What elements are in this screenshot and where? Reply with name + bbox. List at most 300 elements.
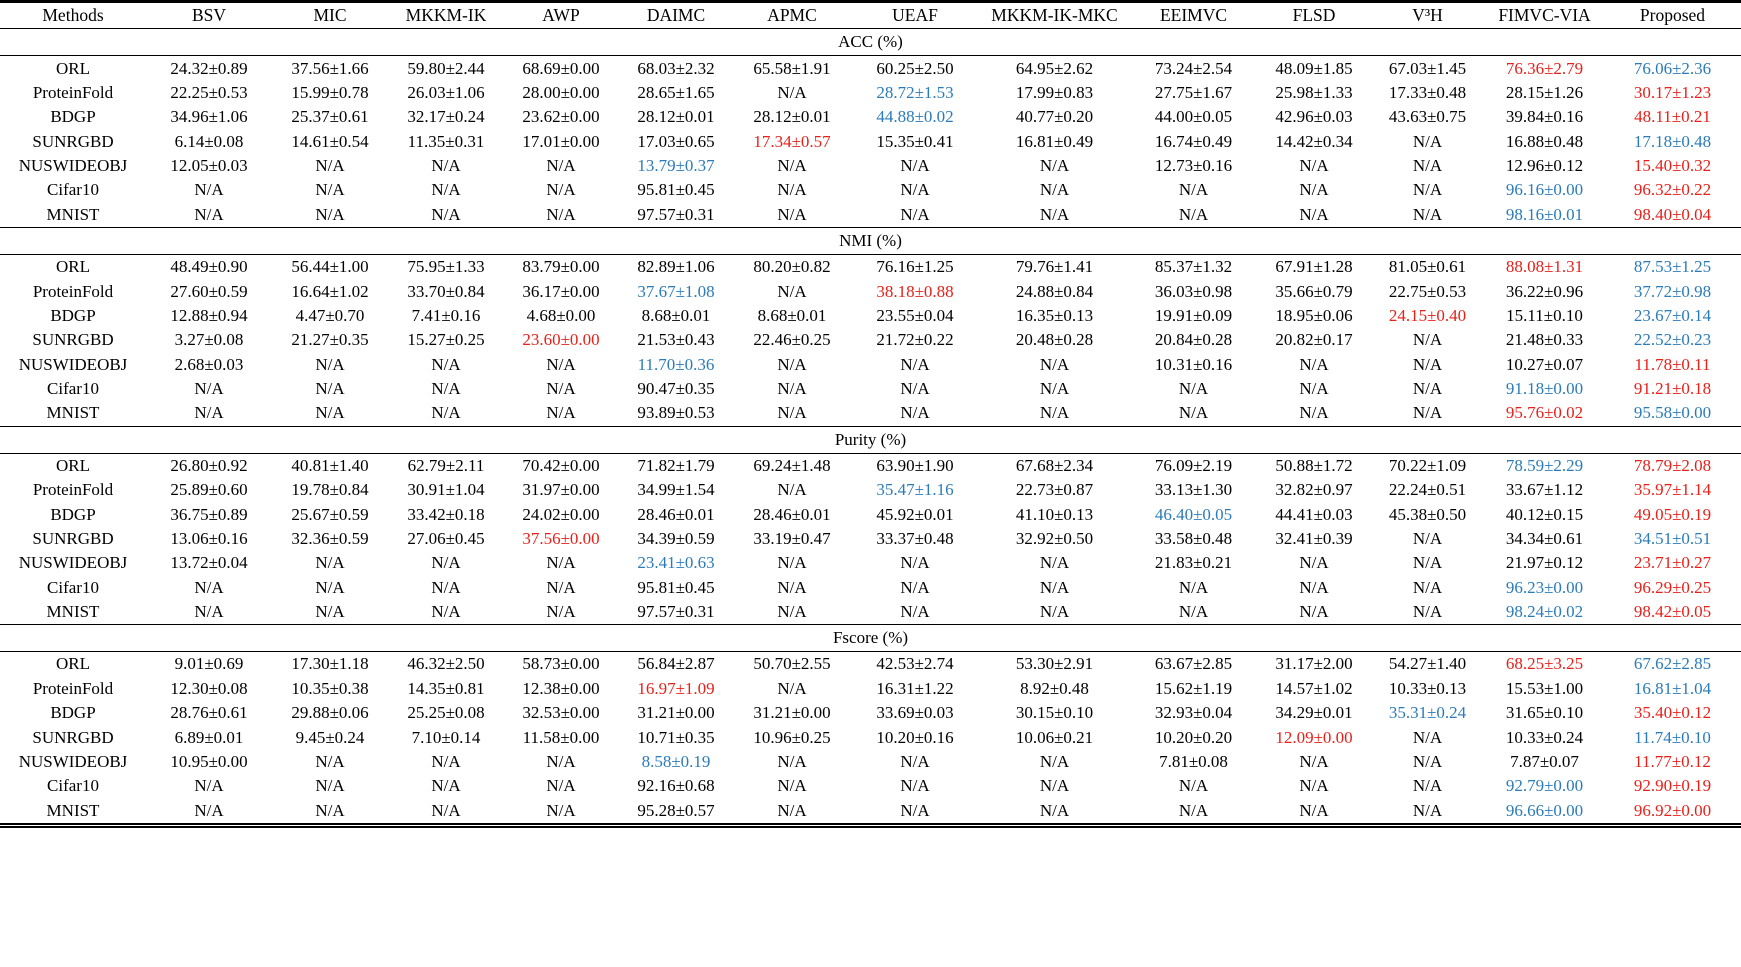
- cell-value: N/A: [315, 354, 345, 374]
- table-row: [0, 774, 1741, 798]
- cell-value: N/A: [777, 776, 807, 796]
- cell-value: N/A: [546, 776, 576, 796]
- table-row: [0, 600, 1741, 625]
- cell-value: 20.82±0.17: [1275, 330, 1353, 350]
- cell-value: 32.93±0.04: [1154, 703, 1233, 723]
- cell-value: 24.15±0.40: [1388, 305, 1467, 325]
- cell-value: 32.53±0.00: [522, 703, 600, 723]
- cell-value: 96.66±0.00: [1505, 800, 1584, 820]
- cell-value: N/A: [1178, 379, 1209, 399]
- cell-value: N/A: [777, 800, 807, 820]
- section-title: Fscore (%): [0, 625, 1741, 652]
- column-header-proposed: Proposed: [1604, 2, 1741, 29]
- cell-value: 16.64±1.02: [291, 281, 369, 301]
- cell-value: N/A: [1412, 577, 1443, 597]
- cell-value: 34.34±0.61: [1505, 528, 1584, 548]
- cell-value: 48.09±1.85: [1275, 58, 1353, 78]
- cell-value: N/A: [900, 403, 930, 423]
- cell-value: 22.52±0.23: [1633, 330, 1712, 350]
- cell-value: N/A: [1412, 131, 1443, 151]
- dataset-label: NUSWIDEOBJ: [18, 354, 128, 374]
- dataset-label: ORL: [56, 455, 90, 475]
- cell-value: N/A: [1039, 602, 1070, 622]
- cell-value: 96.16±0.00: [1505, 180, 1584, 200]
- cell-value: N/A: [431, 751, 461, 771]
- cell-value: 12.09±0.00: [1275, 727, 1353, 747]
- cell-value: 24.88±0.84: [1015, 281, 1094, 301]
- cell-value: 28.46±0.01: [753, 504, 831, 524]
- cell-value: 46.32±2.50: [407, 654, 485, 674]
- cell-value: N/A: [1039, 751, 1070, 771]
- dataset-label: ORL: [56, 257, 90, 277]
- cell-value: 36.75±0.89: [170, 504, 248, 524]
- cell-value: 69.24±1.48: [753, 455, 831, 475]
- cell-value: N/A: [1299, 156, 1329, 176]
- cell-value: 68.25±3.25: [1505, 654, 1584, 674]
- cell-value: 12.30±0.08: [170, 678, 248, 698]
- cell-value: 91.21±0.18: [1633, 379, 1712, 399]
- cell-value: N/A: [194, 379, 224, 399]
- cell-value: N/A: [431, 800, 461, 820]
- column-header-mkkm-ik: MKKM-IK: [388, 2, 504, 29]
- cell-value: N/A: [546, 602, 576, 622]
- cell-value: 11.70±0.36: [637, 354, 715, 374]
- cell-value: 33.13±1.30: [1154, 480, 1233, 500]
- cell-value: N/A: [777, 403, 807, 423]
- cell-value: N/A: [1412, 204, 1443, 224]
- column-header-v-h: V³H: [1370, 2, 1485, 29]
- cell-value: 10.06±0.21: [1015, 727, 1094, 747]
- cell-value: 45.92±0.01: [876, 504, 954, 524]
- cell-value: 11.35±0.31: [407, 131, 485, 151]
- cell-value: N/A: [431, 204, 461, 224]
- cell-value: N/A: [900, 354, 930, 374]
- column-header-apmc: APMC: [734, 2, 850, 29]
- column-header-bsv: BSV: [146, 2, 272, 29]
- cell-value: 34.29±0.01: [1275, 703, 1353, 723]
- cell-value: 56.84±2.87: [637, 654, 715, 674]
- cell-value: N/A: [1039, 354, 1070, 374]
- cell-value: 42.53±2.74: [876, 654, 954, 674]
- dataset-label: SUNRGBD: [32, 131, 114, 151]
- column-header-mkkm-ik-mkc: MKKM-IK-MKC: [980, 2, 1129, 29]
- cell-value: 97.57±0.31: [637, 602, 715, 622]
- table-row: [0, 279, 1741, 303]
- cell-value: 24.02±0.00: [522, 504, 600, 524]
- cell-value: 7.87±0.07: [1510, 751, 1579, 771]
- cell-value: 31.17±2.00: [1275, 654, 1353, 674]
- cell-value: 10.27±0.07: [1505, 354, 1584, 374]
- cell-value: 62.79±2.11: [407, 455, 485, 475]
- cell-value: N/A: [900, 577, 930, 597]
- cell-value: N/A: [546, 577, 576, 597]
- table-row: [0, 701, 1741, 725]
- cell-value: 58.73±0.00: [522, 654, 600, 674]
- cell-value: 11.58±0.00: [522, 727, 600, 747]
- cell-value: 28.15±1.26: [1505, 82, 1584, 102]
- cell-value: 15.99±0.78: [291, 82, 369, 102]
- cell-value: 34.99±1.54: [637, 480, 715, 500]
- cell-value: 25.67±0.59: [291, 504, 369, 524]
- cell-value: N/A: [1412, 751, 1443, 771]
- cell-value: 37.72±0.98: [1633, 281, 1712, 301]
- cell-value: 10.33±0.24: [1505, 727, 1584, 747]
- cell-value: N/A: [1178, 776, 1209, 796]
- cell-value: 12.88±0.94: [170, 305, 248, 325]
- table-body: [0, 29, 1741, 826]
- cell-value: 28.65±1.65: [637, 82, 715, 102]
- cell-value: 16.97±1.09: [637, 678, 715, 698]
- cell-value: 42.96±0.03: [1275, 107, 1353, 127]
- cell-value: N/A: [1039, 403, 1070, 423]
- dataset-label: MNIST: [46, 204, 100, 224]
- cell-value: 65.58±1.91: [753, 58, 831, 78]
- table-row: [0, 677, 1741, 701]
- cell-value: 17.18±0.48: [1633, 131, 1712, 151]
- cell-value: 22.24±0.51: [1388, 480, 1467, 500]
- dataset-label: NUSWIDEOBJ: [18, 751, 128, 771]
- cell-value: 13.72±0.04: [170, 553, 248, 573]
- cell-value: 15.53±1.00: [1505, 678, 1584, 698]
- dataset-label: MNIST: [46, 800, 100, 820]
- cell-value: 98.24±0.02: [1505, 602, 1584, 622]
- cell-value: 12.96±0.12: [1505, 156, 1584, 176]
- cell-value: 85.37±1.32: [1154, 257, 1233, 277]
- cell-value: 32.92±0.50: [1015, 528, 1094, 548]
- cell-value: N/A: [1299, 776, 1329, 796]
- table-row: [0, 401, 1741, 426]
- cell-value: 11.78±0.11: [1634, 354, 1711, 374]
- cell-value: 17.01±0.00: [522, 131, 600, 151]
- cell-value: N/A: [1178, 204, 1209, 224]
- cell-value: 32.41±0.39: [1275, 528, 1353, 548]
- cell-value: 67.62±2.85: [1633, 654, 1712, 674]
- table-row: [0, 799, 1741, 826]
- cell-value: 96.92±0.00: [1633, 800, 1712, 820]
- cell-value: N/A: [546, 751, 576, 771]
- cell-value: N/A: [315, 800, 345, 820]
- cell-value: 78.79±2.08: [1633, 455, 1712, 475]
- table-row: [0, 377, 1741, 401]
- cell-value: N/A: [315, 379, 345, 399]
- cell-value: 26.03±1.06: [407, 82, 485, 102]
- cell-value: 10.33±0.13: [1388, 678, 1467, 698]
- cell-value: 25.89±0.60: [170, 480, 248, 500]
- cell-value: 23.55±0.04: [876, 305, 954, 325]
- cell-value: N/A: [1299, 577, 1329, 597]
- cell-value: 70.42±0.00: [522, 455, 600, 475]
- cell-value: N/A: [1299, 403, 1329, 423]
- table-row: [0, 353, 1741, 377]
- cell-value: 8.58±0.19: [641, 751, 711, 771]
- cell-value: 59.80±2.44: [407, 58, 485, 78]
- cell-value: 10.96±0.25: [753, 727, 831, 747]
- column-header-awp: AWP: [504, 2, 618, 29]
- cell-value: 95.58±0.00: [1633, 403, 1712, 423]
- cell-value: 76.09±2.19: [1154, 455, 1233, 475]
- cell-value: 16.88±0.48: [1505, 131, 1584, 151]
- cell-value: 39.84±0.16: [1505, 107, 1584, 127]
- column-header-ueaf: UEAF: [850, 2, 980, 29]
- section-title: Purity (%): [0, 426, 1741, 453]
- cell-value: N/A: [777, 82, 807, 102]
- cell-value: 21.53±0.43: [637, 330, 715, 350]
- cell-value: N/A: [777, 553, 807, 573]
- cell-value: 33.69±0.03: [876, 703, 954, 723]
- cell-value: 21.27±0.35: [291, 330, 369, 350]
- dataset-label: BDGP: [50, 703, 96, 723]
- cell-value: 96.29±0.25: [1633, 577, 1712, 597]
- cell-value: 92.90±0.19: [1633, 776, 1712, 796]
- cell-value: N/A: [194, 403, 224, 423]
- cell-value: N/A: [546, 403, 576, 423]
- section-header-row: [0, 29, 1741, 56]
- cell-value: 33.19±0.47: [753, 528, 831, 548]
- cell-value: 15.11±0.10: [1506, 305, 1583, 325]
- dataset-label: ProteinFold: [32, 480, 114, 500]
- table-row: [0, 551, 1741, 575]
- cell-value: 36.17±0.00: [522, 281, 600, 301]
- cell-value: N/A: [1299, 553, 1329, 573]
- cell-value: 35.40±0.12: [1633, 703, 1712, 723]
- cell-value: 43.63±0.75: [1388, 107, 1467, 127]
- cell-value: 22.75±0.53: [1388, 281, 1467, 301]
- cell-value: N/A: [900, 156, 930, 176]
- cell-value: 6.14±0.08: [174, 131, 244, 151]
- cell-value: N/A: [1039, 577, 1070, 597]
- cell-value: 35.97±1.14: [1633, 480, 1712, 500]
- cell-value: N/A: [1299, 800, 1329, 820]
- cell-value: 17.03±0.65: [637, 131, 715, 151]
- cell-value: 21.72±0.22: [876, 330, 954, 350]
- cell-value: N/A: [1412, 379, 1443, 399]
- cell-value: 17.34±0.57: [753, 131, 831, 151]
- cell-value: 10.20±0.20: [1154, 727, 1233, 747]
- cell-value: N/A: [315, 751, 345, 771]
- cell-value: 40.77±0.20: [1015, 107, 1094, 127]
- cell-value: 95.81±0.45: [637, 180, 715, 200]
- cell-value: 95.81±0.45: [637, 577, 715, 597]
- cell-value: N/A: [431, 577, 461, 597]
- table-row: [0, 105, 1741, 129]
- cell-value: 32.36±0.59: [291, 528, 369, 548]
- cell-value: 67.91±1.28: [1275, 257, 1353, 277]
- cell-value: 16.31±1.22: [876, 678, 954, 698]
- cell-value: 23.71±0.27: [1633, 553, 1712, 573]
- cell-value: N/A: [1299, 602, 1329, 622]
- cell-value: 9.01±0.69: [174, 654, 244, 674]
- cell-value: 25.98±1.33: [1275, 82, 1353, 102]
- cell-value: 35.31±0.24: [1388, 703, 1467, 723]
- cell-value: 11.74±0.10: [1634, 727, 1711, 747]
- cell-value: 28.76±0.61: [170, 703, 248, 723]
- cell-value: N/A: [1412, 330, 1443, 350]
- section-title: ACC (%): [0, 29, 1741, 56]
- cell-value: N/A: [546, 156, 576, 176]
- cell-value: 28.12±0.01: [753, 107, 831, 127]
- cell-value: N/A: [777, 204, 807, 224]
- cell-value: 16.74±0.49: [1154, 131, 1233, 151]
- dataset-label: ProteinFold: [32, 678, 114, 698]
- cell-value: 34.96±1.06: [170, 107, 248, 127]
- cell-value: 22.46±0.25: [753, 330, 831, 350]
- cell-value: 21.97±0.12: [1505, 553, 1584, 573]
- cell-value: 45.38±0.50: [1388, 504, 1467, 524]
- cell-value: N/A: [1039, 180, 1070, 200]
- cell-value: 79.76±1.41: [1015, 257, 1094, 277]
- cell-value: N/A: [1178, 800, 1209, 820]
- cell-value: 96.23±0.00: [1505, 577, 1584, 597]
- section-header-row: [0, 228, 1741, 255]
- table-row: [0, 478, 1741, 502]
- cell-value: 8.68±0.01: [641, 305, 711, 325]
- cell-value: 7.10±0.14: [411, 727, 481, 747]
- cell-value: N/A: [1299, 354, 1329, 374]
- cell-value: 10.95±0.00: [170, 751, 248, 771]
- table-row: [0, 576, 1741, 600]
- cell-value: 28.00±0.00: [522, 82, 600, 102]
- dataset-label: SUNRGBD: [32, 528, 114, 548]
- cell-value: 88.08±1.31: [1505, 257, 1584, 277]
- cell-value: 17.30±1.18: [291, 654, 369, 674]
- dataset-label: Cifar10: [47, 776, 99, 796]
- cell-value: 64.95±2.62: [1015, 58, 1094, 78]
- cell-value: 41.10±0.13: [1015, 504, 1094, 524]
- cell-value: N/A: [1039, 204, 1070, 224]
- cell-value: N/A: [546, 180, 576, 200]
- cell-value: N/A: [431, 354, 461, 374]
- cell-value: N/A: [546, 354, 576, 374]
- cell-value: 28.46±0.01: [637, 504, 715, 524]
- cell-value: 44.00±0.05: [1154, 107, 1233, 127]
- cell-value: 76.36±2.79: [1505, 58, 1584, 78]
- cell-value: 83.79±0.00: [522, 257, 600, 277]
- cell-value: 10.31±0.16: [1154, 354, 1233, 374]
- column-header-mic: MIC: [272, 2, 388, 29]
- cell-value: N/A: [777, 480, 807, 500]
- cell-value: 31.21±0.00: [753, 703, 831, 723]
- cell-value: N/A: [1299, 379, 1329, 399]
- cell-value: 92.16±0.68: [637, 776, 715, 796]
- cell-value: 20.84±0.28: [1154, 330, 1233, 350]
- cell-value: 63.90±1.90: [876, 455, 954, 475]
- cell-value: N/A: [194, 800, 224, 820]
- cell-value: N/A: [1412, 553, 1443, 573]
- cell-value: 6.89±0.01: [174, 727, 244, 747]
- cell-value: 27.75±1.67: [1154, 82, 1233, 102]
- cell-value: N/A: [777, 354, 807, 374]
- table-row: [0, 203, 1741, 228]
- cell-value: 71.82±1.79: [637, 455, 715, 475]
- column-header-eeimvc: EEIMVC: [1129, 2, 1258, 29]
- cell-value: 14.57±1.02: [1275, 678, 1353, 698]
- cell-value: N/A: [777, 751, 807, 771]
- cell-value: 12.38±0.00: [522, 678, 600, 698]
- dataset-label: SUNRGBD: [32, 330, 114, 350]
- dataset-label: BDGP: [50, 107, 96, 127]
- cell-value: 31.65±0.10: [1505, 703, 1584, 723]
- cell-value: 33.70±0.84: [407, 281, 485, 301]
- cell-value: N/A: [777, 156, 807, 176]
- cell-value: N/A: [900, 204, 930, 224]
- cell-value: N/A: [1412, 727, 1443, 747]
- cell-value: 49.05±0.19: [1633, 504, 1712, 524]
- cell-value: 81.05±0.61: [1388, 257, 1467, 277]
- cell-value: 92.79±0.00: [1505, 776, 1584, 796]
- table-row: [0, 304, 1741, 328]
- cell-value: N/A: [1412, 776, 1443, 796]
- cell-value: 78.59±2.29: [1505, 455, 1584, 475]
- cell-value: N/A: [546, 204, 576, 224]
- cell-value: N/A: [900, 553, 930, 573]
- cell-value: 68.03±2.32: [637, 58, 715, 78]
- cell-value: 36.22±0.96: [1505, 281, 1584, 301]
- cell-value: 80.20±0.82: [753, 257, 831, 277]
- section-header-row: [0, 426, 1741, 453]
- cell-value: 31.21±0.00: [637, 703, 715, 723]
- cell-value: 8.68±0.01: [757, 305, 827, 325]
- cell-value: N/A: [900, 180, 930, 200]
- table-row: [0, 527, 1741, 551]
- cell-value: 15.27±0.25: [407, 330, 485, 350]
- table-row: [0, 81, 1741, 105]
- cell-value: 31.97±0.00: [522, 480, 600, 500]
- cell-value: N/A: [1039, 776, 1070, 796]
- table-header: [0, 2, 1741, 29]
- table-row: [0, 130, 1741, 154]
- cell-value: N/A: [777, 379, 807, 399]
- table-row: [0, 178, 1741, 202]
- cell-value: 14.35±0.81: [407, 678, 485, 698]
- cell-value: N/A: [1412, 403, 1443, 423]
- cell-value: N/A: [315, 776, 345, 796]
- column-header-flsd: FLSD: [1258, 2, 1370, 29]
- cell-value: N/A: [315, 577, 345, 597]
- cell-value: 56.44±1.00: [291, 257, 369, 277]
- cell-value: N/A: [900, 379, 930, 399]
- cell-value: N/A: [315, 180, 345, 200]
- cell-value: 68.69±0.00: [522, 58, 600, 78]
- cell-value: 10.20±0.16: [876, 727, 954, 747]
- cell-value: 44.88±0.02: [876, 107, 954, 127]
- cell-value: 33.42±0.18: [407, 504, 485, 524]
- cell-value: 76.16±1.25: [876, 257, 954, 277]
- table-row: [0, 328, 1741, 352]
- cell-value: 98.40±0.04: [1633, 204, 1712, 224]
- cell-value: 34.39±0.59: [637, 528, 715, 548]
- cell-value: 2.68±0.03: [174, 354, 244, 374]
- cell-value: N/A: [546, 379, 576, 399]
- cell-value: 30.91±1.04: [407, 480, 485, 500]
- cell-value: 20.48±0.28: [1015, 330, 1094, 350]
- cell-value: 82.89±1.06: [637, 257, 715, 277]
- cell-value: 33.58±0.48: [1154, 528, 1233, 548]
- dataset-label: Cifar10: [47, 577, 99, 597]
- cell-value: N/A: [194, 577, 224, 597]
- cell-value: N/A: [1412, 528, 1443, 548]
- cell-value: N/A: [777, 180, 807, 200]
- cell-value: 67.03±1.45: [1388, 58, 1467, 78]
- dataset-label: Cifar10: [47, 379, 99, 399]
- cell-value: N/A: [777, 577, 807, 597]
- cell-value: 34.51±0.51: [1633, 528, 1712, 548]
- cell-value: N/A: [431, 379, 461, 399]
- cell-value: 16.81±1.04: [1633, 678, 1712, 698]
- cell-value: 63.67±2.85: [1154, 654, 1233, 674]
- cell-value: 97.57±0.31: [637, 204, 715, 224]
- cell-value: 22.25±0.53: [170, 82, 248, 102]
- cell-value: N/A: [1039, 156, 1070, 176]
